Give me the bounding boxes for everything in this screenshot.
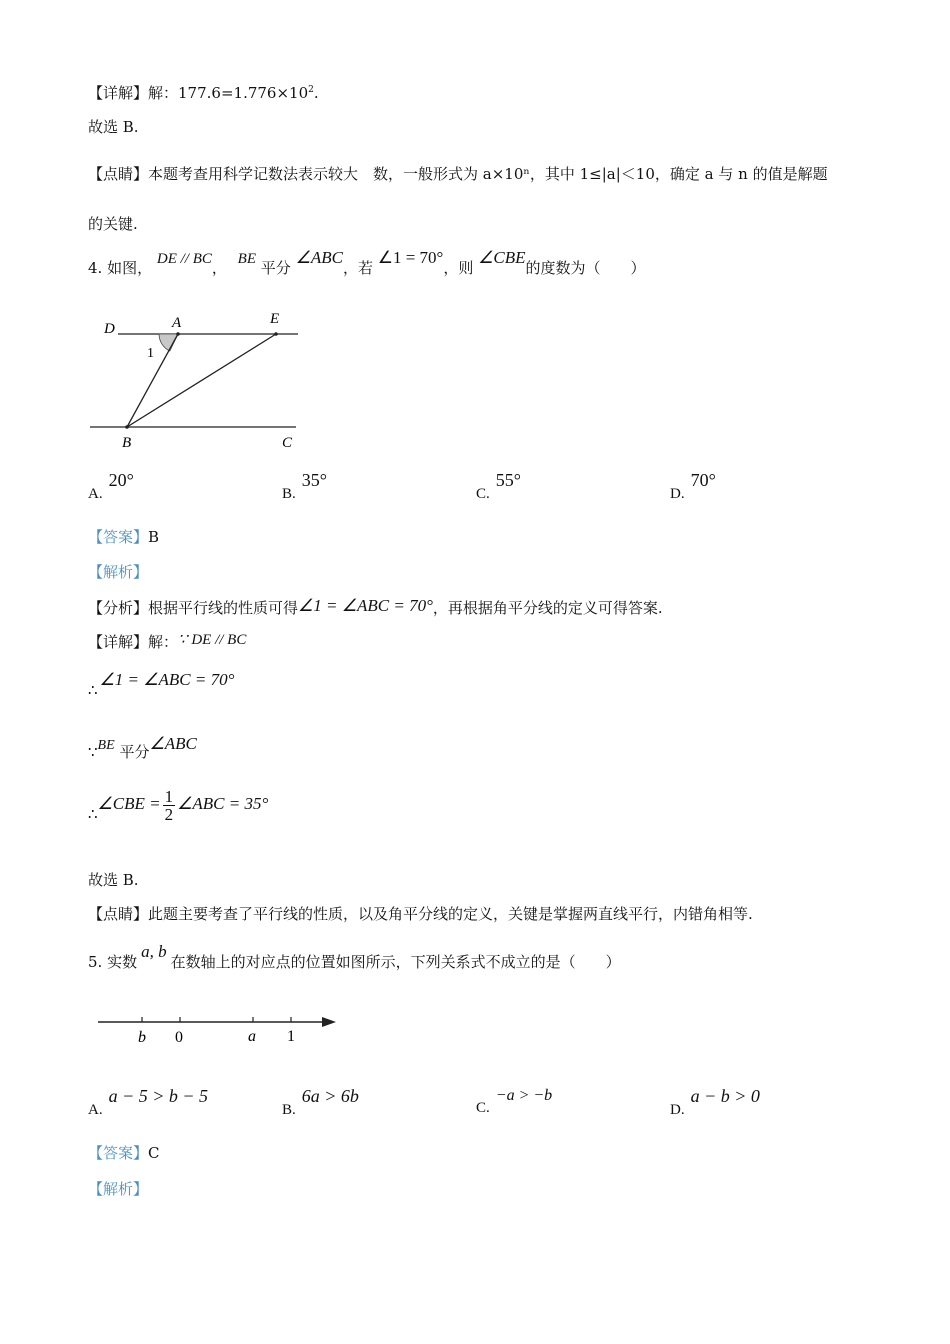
q3-comment-label: 【点睛】 [88,165,149,183]
q4-step2-abc: ∠ABC [149,734,197,753]
q4-option-c[interactable] [476,470,521,503]
q5-answer-label: 【答案】 [88,1144,149,1162]
q5-answer: C [148,1144,160,1162]
label-d: D [104,321,115,337]
q4-analysis-label: 【解析】 [88,563,149,581]
q4-choose: 故选 B. [88,871,139,889]
axis-label-a: a [248,1028,256,1045]
q4-t2: 平分 [260,259,291,277]
q4-option-d[interactable] [670,470,716,503]
q4-fenxi-a: 根据平行线的性质可得 [148,599,299,617]
q4-m2: BE [237,251,256,267]
q4-option-d-label: D. [670,486,685,502]
q4-step1-math: ∠1 = ∠ABC = 70° [99,670,235,689]
q4-therefore1: ∴ [88,681,98,699]
q3-detail-exp: 2 [308,85,314,95]
q5-option-c-label: C. [476,1100,490,1116]
q4-comment-label: 【点睛】 [88,905,149,923]
q5-m1: a, b [141,942,167,961]
q5-option-b-label: B. [282,1102,296,1118]
q4-option-b[interactable] [282,470,327,503]
q5-number-line [96,1010,346,1050]
label-e: E [270,311,280,327]
q4-option-d-value: 70° [690,470,716,490]
q4-t4: ，则 [443,259,474,277]
axis-label-0: 0 [175,1029,183,1046]
label-b: B [122,435,132,451]
label-a: A [172,315,182,331]
q4-frac-num: 1 [164,786,174,806]
q4-comment-line [88,904,753,924]
q5-stem [88,942,621,972]
q5-option-a[interactable] [88,1086,209,1119]
q4-detail-line [88,632,246,653]
q4-stem-prefix: 4. 如图， [88,259,153,277]
q4-stem [88,248,646,279]
q4-answer-line [88,527,159,547]
q4-step2 [88,734,197,761]
q4-m5: ∠CBE [478,248,526,267]
q4-fenxi-b: ，再根据角平分线的定义可得答案. [432,599,663,617]
q4-option-c-value: 55° [495,470,521,490]
q4-answer-label: 【答案】 [88,528,149,546]
q3-choose: 故选 B. [88,118,139,136]
q4-fenxi-label: 【分析】 [88,599,149,617]
axis-label-1: 1 [287,1028,295,1045]
q4-option-a-label: A. [88,486,103,502]
q5-option-b[interactable] [282,1086,359,1119]
q4-option-c-label: C. [476,486,490,502]
q5-stem-prefix: 5. 实数 [88,953,138,971]
q4-m1: DE // BC [156,251,212,267]
q3-detail-text: 解：177.6=1.776×10 [148,84,309,102]
q4-step2-be: BE [97,738,115,753]
q3-comment-line2: 的关键. [88,215,138,233]
q5-option-b-value: 6a > 6b [301,1086,359,1106]
q4-figure [88,305,308,455]
angle-1-shade [159,334,178,351]
q5-stem-rest: 在数轴上的对应点的位置如图所示，下列关系式不成立的是（ ） [170,953,621,971]
q4-therefore2: ∴ [88,805,98,823]
q4-detail-a: 解： [148,633,179,651]
q5-answer-line [88,1143,160,1163]
q4-option-a[interactable] [88,470,134,503]
q5-option-c[interactable] [476,1087,553,1117]
q4-fraction [163,788,176,823]
q5-option-a-value: a − 5 > b − 5 [108,1086,209,1106]
q4-step3-cbe: ∠CBE = [97,794,161,813]
q4-detail-math: ∵ DE // BC [178,632,247,648]
q4-option-a-value: 20° [108,470,134,490]
q4-t5: 的度数为（ ） [525,259,646,277]
q4-step2-pingfen: 平分 [119,743,150,761]
q4-comment: 此题主要考查了平行线的性质，以及角平分线的定义，关键是掌握两直线平行，内错角相等. [148,905,753,923]
q5-option-d-label: D. [670,1102,685,1118]
point-a [176,332,180,336]
q4-step1 [88,670,235,699]
q4-t3: ，若 [342,259,373,277]
q4-frac-den: 2 [164,804,174,824]
q4-answer: B [148,528,160,546]
q3-detail-end: . [313,84,319,102]
q4-step3-abc: ∠ABC = 35° [177,794,269,813]
q5-option-a-label: A. [88,1102,103,1118]
label-c: C [282,435,293,451]
q4-option-b-label: B. [282,486,296,502]
point-e [274,332,278,336]
q4-option-b-value: 35° [301,470,327,490]
q4-fenxi-line [88,598,663,618]
q3-detail-label: 【详解】 [88,84,149,102]
axis-label-b: b [138,1029,146,1046]
q5-option-c-value: −a > −b [495,1087,553,1104]
axis-arrow [322,1017,336,1027]
q3-comment-text1: 本题考查用科学记数法表示较大 数，一般形式为 a×10ⁿ，其中 1≤|a|＜10，确定 a 与 n 的值是解题 [148,165,828,183]
q4-m3: ∠ABC [295,248,343,267]
q4-comma1: ， [211,259,227,277]
q5-option-d[interactable] [670,1086,760,1119]
q5-option-d-value: a − b > 0 [690,1086,760,1106]
q4-detail-label: 【详解】 [88,633,149,651]
q3-detail-line [88,80,319,103]
q3-comment-line1 [88,164,828,184]
point-b [125,425,129,429]
q4-fenxi-math: ∠1 = ∠ABC = 70° [298,596,433,615]
label-1: 1 [147,346,154,361]
q4-step3 [88,787,268,823]
q5-analysis-label: 【解析】 [88,1180,149,1198]
q4-because: ∵ [88,743,98,761]
q4-m4: ∠1 = 70° [377,248,444,267]
